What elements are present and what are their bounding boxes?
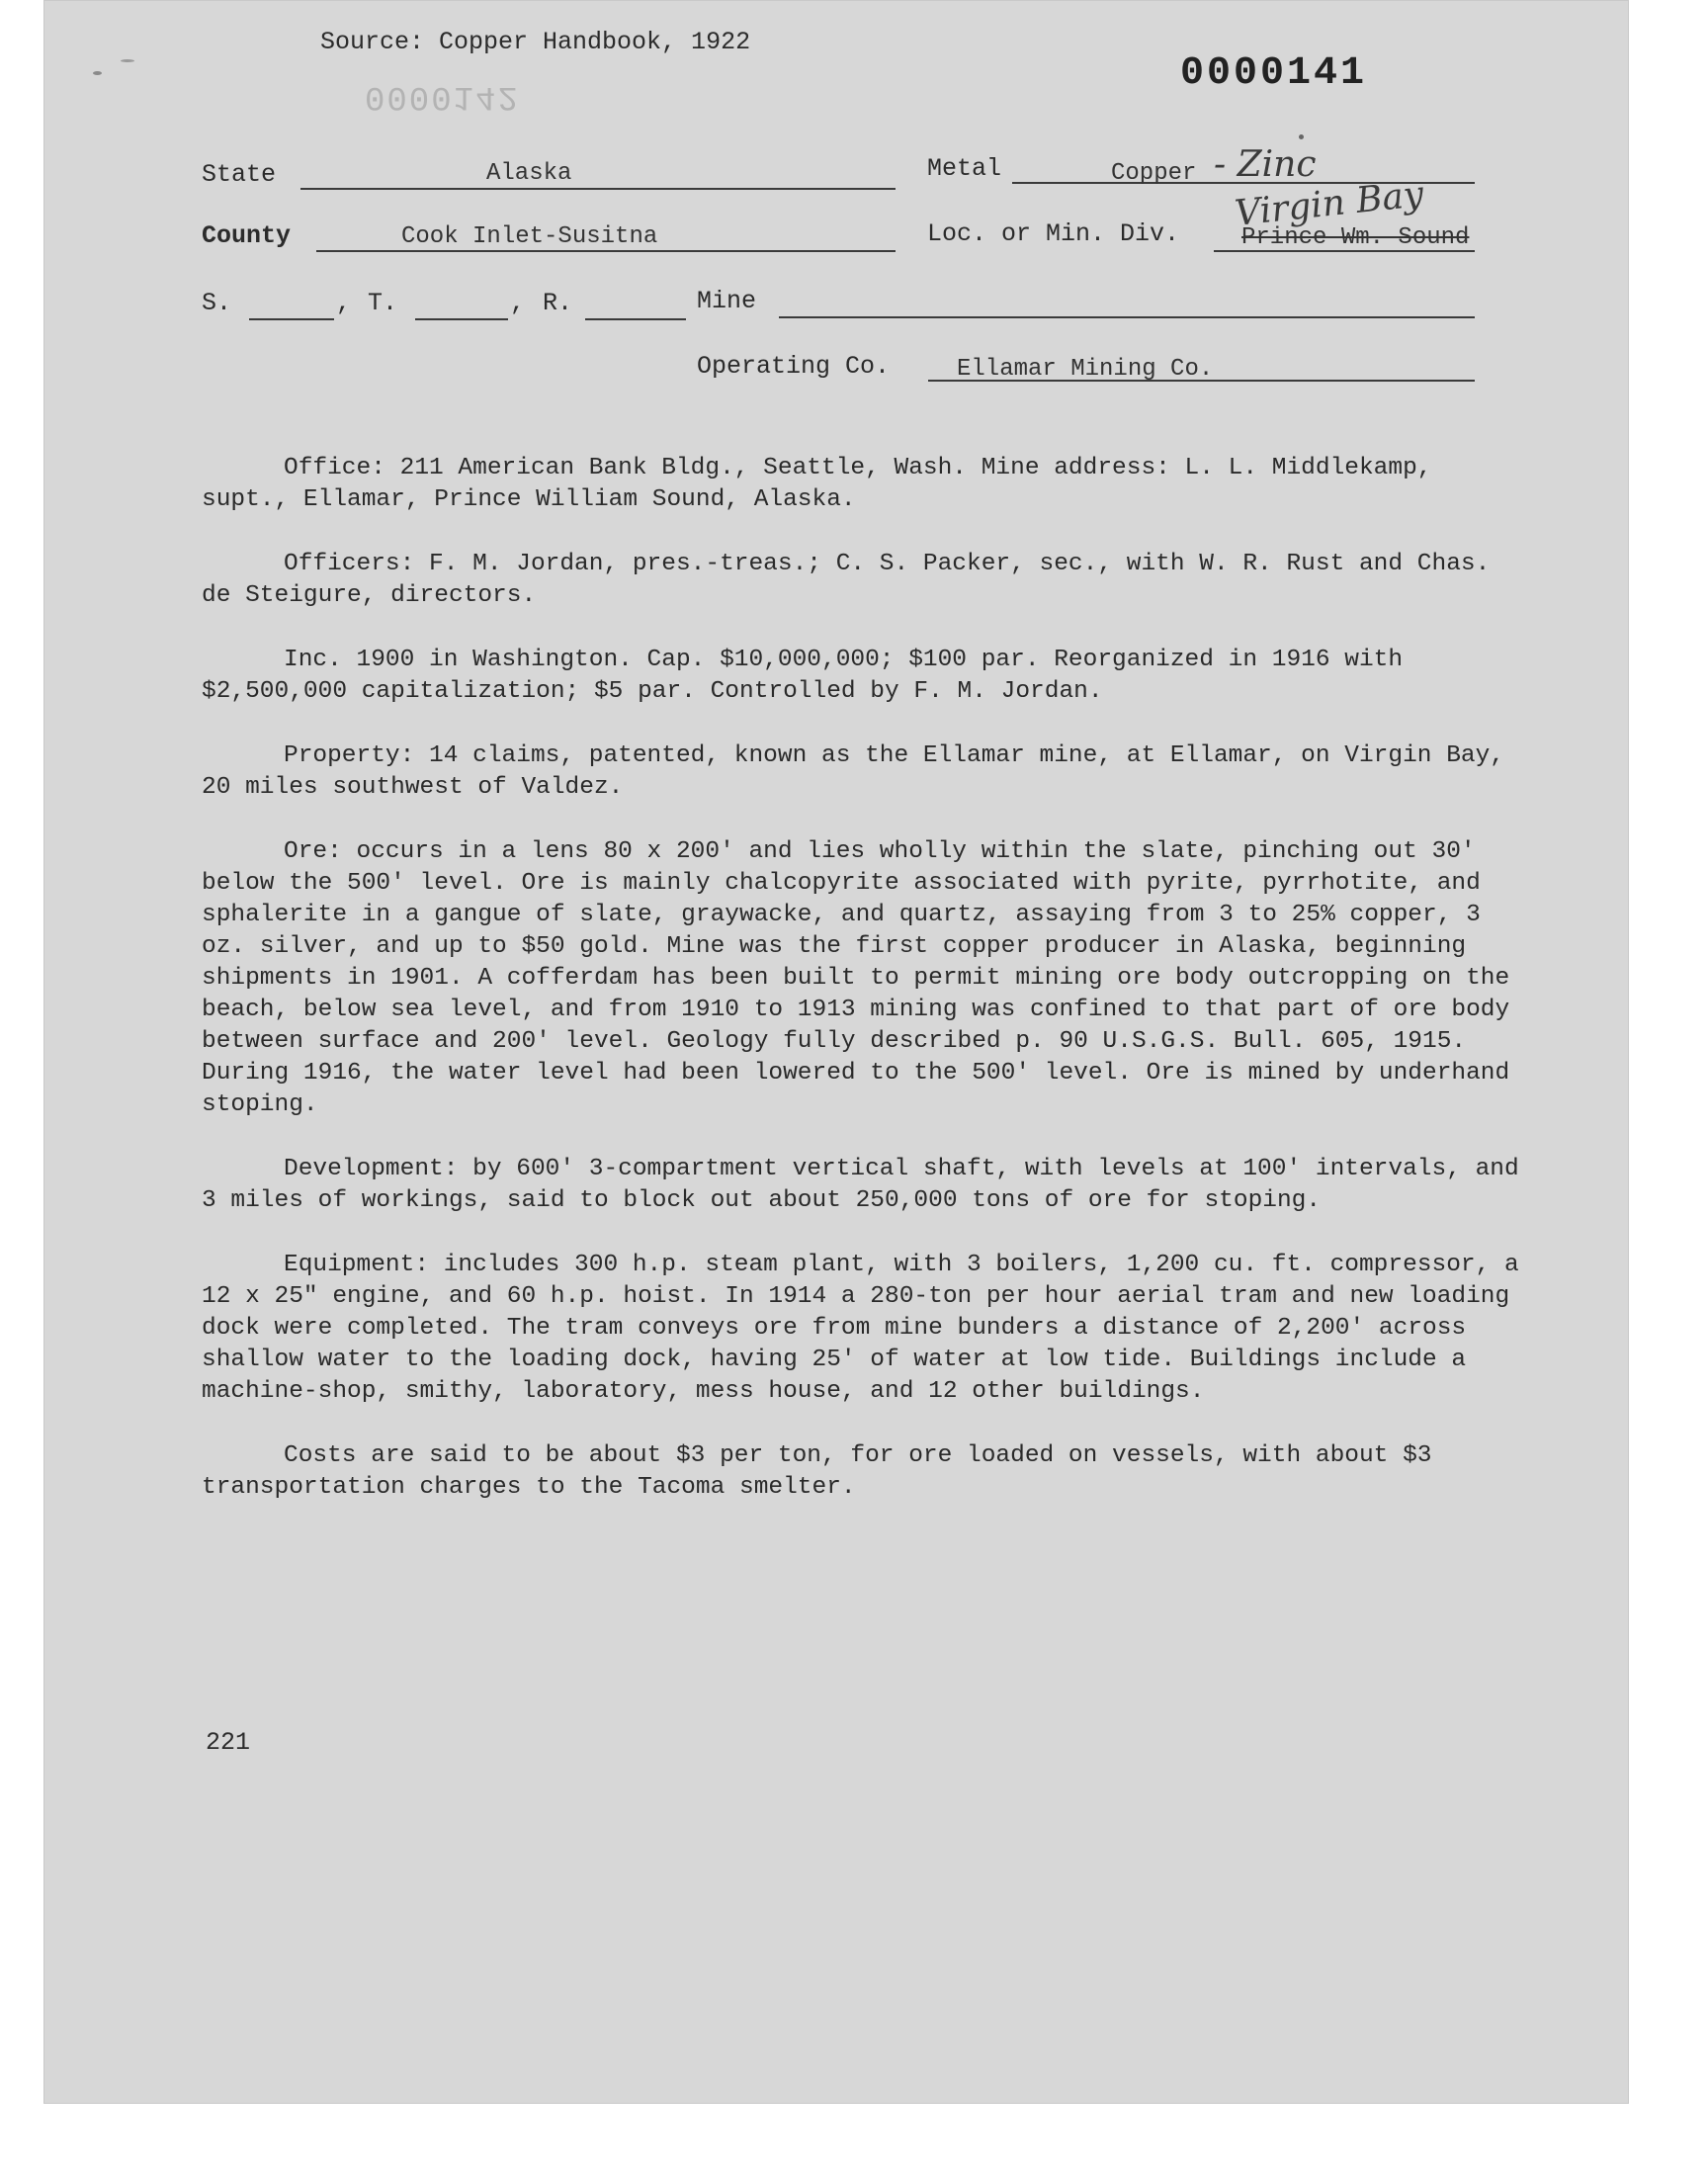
document-page bbox=[43, 0, 1629, 2104]
ghost-stamp: 0000142 bbox=[365, 77, 520, 115]
metal-label: Metal bbox=[927, 154, 1002, 183]
document-body bbox=[202, 453, 1526, 1536]
township-field-line bbox=[415, 318, 508, 320]
paragraph-costs: Costs are said to be about $3 per ton, for ore loaded on vessels, with about $3 transportation charges to the Tacoma smelter. bbox=[202, 1442, 1432, 1501]
paragraph-officers: Officers: F. M. Jordan, pres.-treas.; C. S. Packer, sec., with W. R. Rust and Chas. de Steigure, directors. bbox=[202, 551, 1491, 609]
paragraph-ore: Ore: occurs in a lens 80 x 200' and lies wholly within the slate, pinching out 30' below the 500' level. Ore is mainly chalcopyrite associated with pyrite, pyrrhotite, and sphalerite in a gangue of slate, graywacke, and quartz, assaying from 3 to 25% copper, 3 oz. silver, and up to $50 gold. Mine was the first copper producer in Alaska, beginning shipments in 1901. A cofferdam has been built to permit mining ore body outcropping on the beach, below sea level, and from 1910 to 1913 mining was confined to that part of ore body between surface and 200' level. Geology fully described p. 90 U.S.G.S. Bull. 605, 1915. During 1916, the water level had been lowered to the 500' level. Ore is mined by underhand stoping. bbox=[202, 838, 1510, 1118]
range-field-line bbox=[585, 318, 686, 320]
paper-mark bbox=[121, 59, 134, 62]
operating-label: Operating Co. bbox=[697, 352, 891, 381]
paragraph-office: Office: 211 American Bank Bldg., Seattle, Wash. Mine address: L. L. Middlekamp, supt., Ellamar, Prince William Sound, Alaska. bbox=[202, 455, 1432, 513]
paper-mark bbox=[1299, 134, 1304, 139]
county-field-line bbox=[316, 250, 896, 252]
section-label: S. bbox=[202, 289, 232, 317]
loc-value-typed: Prince Wm. Sound bbox=[1241, 224, 1470, 251]
loc-value-handwritten: Virgin Bay bbox=[1233, 174, 1426, 234]
paragraph-equipment: Equipment: includes 300 h.p. steam plant, with 3 boilers, 1,200 cu. ft. compressor, a 12 x 25" engine, and 60 h.p. hoist. In 1914 a 280-ton per hour aerial tram and new loading dock were completed. The tram conveys ore from mine bunders a distance of 2,200' across shallow water to the loading dock, having 25' of water at low tide. Buildings include a machine-shop, smithy, laboratory, mess house, and 12 other buildings. bbox=[202, 1252, 1519, 1405]
county-value: Cook Inlet-Susitna bbox=[401, 223, 658, 250]
state-field-line bbox=[300, 188, 896, 190]
paragraph-incorporation: Inc. 1900 in Washington. Cap. $10,000,000; $100 par. Reorganized in 1916 with $2,500,000 capitalization; $5 par. Controlled by F. M. Jordan. bbox=[202, 647, 1404, 705]
loc-label: Loc. or Min. Div. bbox=[927, 219, 1180, 248]
mine-field-line bbox=[779, 316, 1475, 318]
state-label: State bbox=[202, 160, 277, 189]
mine-label: Mine bbox=[697, 287, 757, 315]
county-label: County bbox=[202, 221, 292, 250]
range-label: R. bbox=[543, 289, 573, 317]
metal-value-typed: Copper bbox=[1111, 160, 1197, 187]
operating-value: Ellamar Mining Co. bbox=[957, 356, 1214, 383]
metal-value-handwritten: - Zinc bbox=[1214, 144, 1317, 185]
paragraph-property: Property: 14 claims, patented, known as the Ellamar mine, at Ellamar, on Virgin Bay, 20 miles southwest of Valdez. bbox=[202, 742, 1505, 801]
source-line: Source: Copper Handbook, 1922 bbox=[320, 28, 751, 56]
separator-comma: , bbox=[510, 289, 526, 317]
state-value: Alaska bbox=[486, 160, 572, 187]
section-field-line bbox=[249, 318, 334, 320]
document-number: 0000141 bbox=[1180, 51, 1368, 96]
paragraph-development: Development: by 600' 3-compartment vertical shaft, with levels at 100' intervals, and 3 miles of workings, said to block out about 250,000 tons of ore for stoping. bbox=[202, 1156, 1519, 1214]
township-label: T. bbox=[368, 289, 398, 317]
separator-comma: , bbox=[336, 289, 352, 317]
page-number: 221 bbox=[206, 1728, 251, 1757]
paper-mark bbox=[93, 71, 102, 75]
